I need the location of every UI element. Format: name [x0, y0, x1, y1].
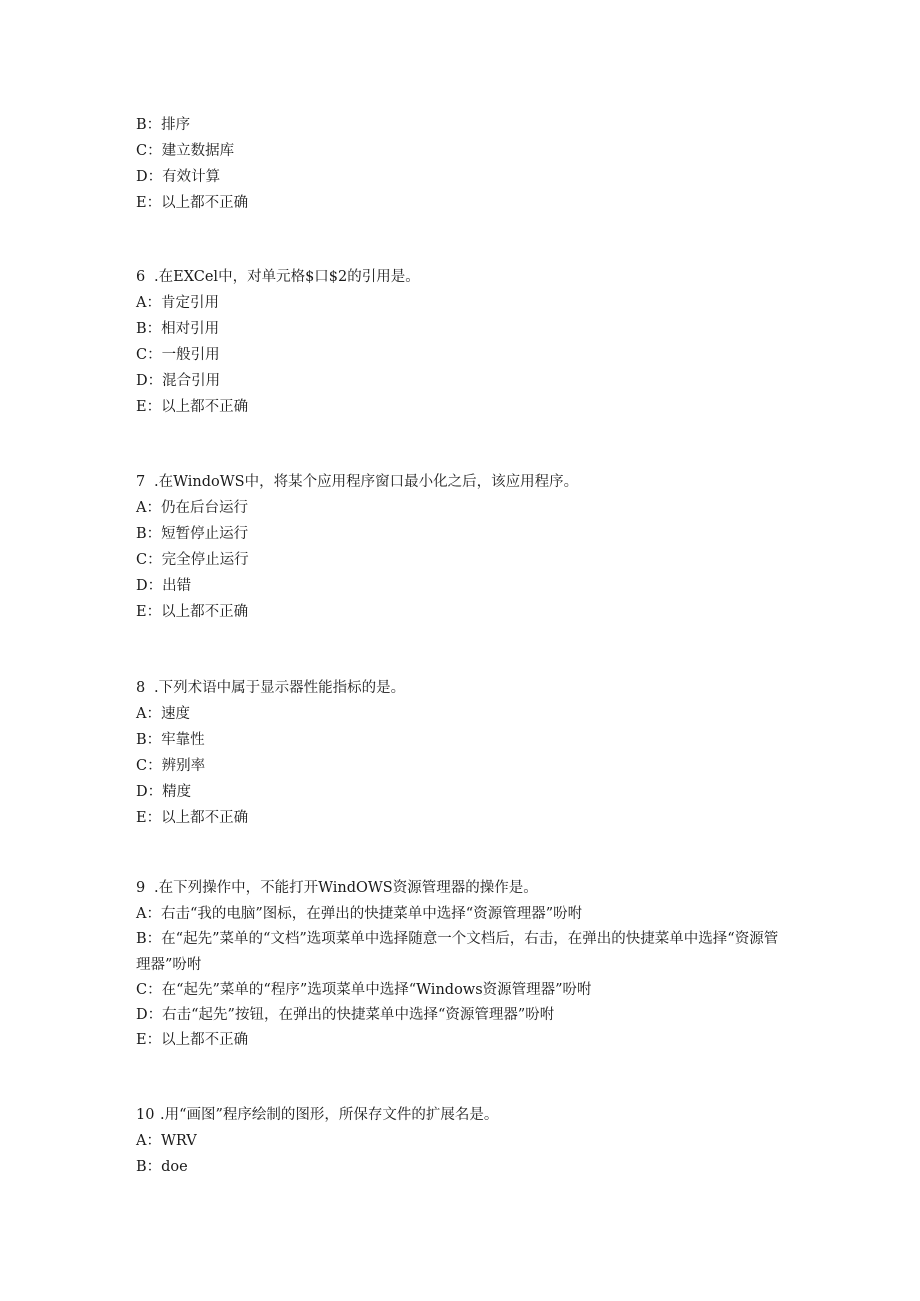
q10-option-a: A：WRV [136, 1133, 197, 1149]
question-number: 10 [136, 1107, 155, 1123]
option-top-b: B：排序 [136, 117, 191, 133]
question-text: .在下列操作中，不能打开WindOWS资源管理器的操作是。 [154, 880, 538, 896]
q8-option-e: E：以上都不正确 [136, 810, 249, 826]
q6-option-e: E：以上都不正确 [136, 399, 249, 415]
q8-option-a: A：速度 [136, 706, 190, 722]
q8-option-b: B：牢靠性 [136, 732, 205, 748]
q7-option-c: C：完全停止运行 [136, 552, 249, 568]
q9-option-d: D：右击“起先”按钮，在弹出的快捷菜单中选择“资源管理器”吩咐 [136, 1007, 555, 1023]
question-10-stem [136, 1106, 498, 1124]
q10-option-b: B：doe [136, 1159, 188, 1175]
q6-option-a: A：肯定引用 [136, 295, 219, 311]
question-text: .在EXCel中，对单元格$口$2的引用是。 [154, 269, 420, 285]
q9-option-b: B：在“起先”菜单的“文档”选项菜单中选择随意一个文档后，右击，在弹出的快捷菜单中选择“资源管理器”吩咐 [136, 931, 779, 973]
question-6-stem [136, 268, 420, 286]
q6-option-b: B：相对引用 [136, 321, 220, 337]
option-top-c: C：建立数据库 [136, 143, 235, 159]
question-number: 8 [136, 680, 146, 696]
q6-option-c: C：一般引用 [136, 347, 220, 363]
q7-option-d: D：出错 [136, 578, 192, 594]
option-top-d: D：有效计算 [136, 169, 221, 185]
q8-option-c: C：辨别率 [136, 758, 206, 774]
question-9-stem [136, 879, 538, 897]
question-text: .在WindoWS中，将某个应用程序窗口最小化之后，该应用程序。 [154, 474, 579, 490]
question-number: 9 [136, 880, 146, 896]
question-7-stem [136, 473, 578, 491]
q7-option-a: A：仍在后台运行 [136, 500, 248, 516]
option-top-e: E：以上都不正确 [136, 195, 249, 211]
q7-option-e: E：以上都不正确 [136, 604, 249, 620]
q9-option-e: E：以上都不正确 [136, 1032, 249, 1048]
q6-option-d: D：混合引用 [136, 373, 221, 389]
q9-option-a: A：右击“我的电脑”图标，在弹出的快捷菜单中选择“资源管理器”吩咐 [136, 906, 583, 922]
question-8-stem [136, 679, 405, 697]
question-number: 6 [136, 269, 146, 285]
q7-option-b: B：短暂停止运行 [136, 526, 249, 542]
q9-option-c: C：在“起先”菜单的“程序”选项菜单中选择“Windows资源管理器”吩咐 [136, 982, 592, 998]
question-text: .下列术语中属于显示器性能指标的是。 [154, 680, 406, 696]
q8-option-d: D：精度 [136, 784, 192, 800]
question-text: .用“画图”程序绘制的图形，所保存文件的扩展名是。 [160, 1107, 499, 1123]
question-number: 7 [136, 474, 146, 490]
